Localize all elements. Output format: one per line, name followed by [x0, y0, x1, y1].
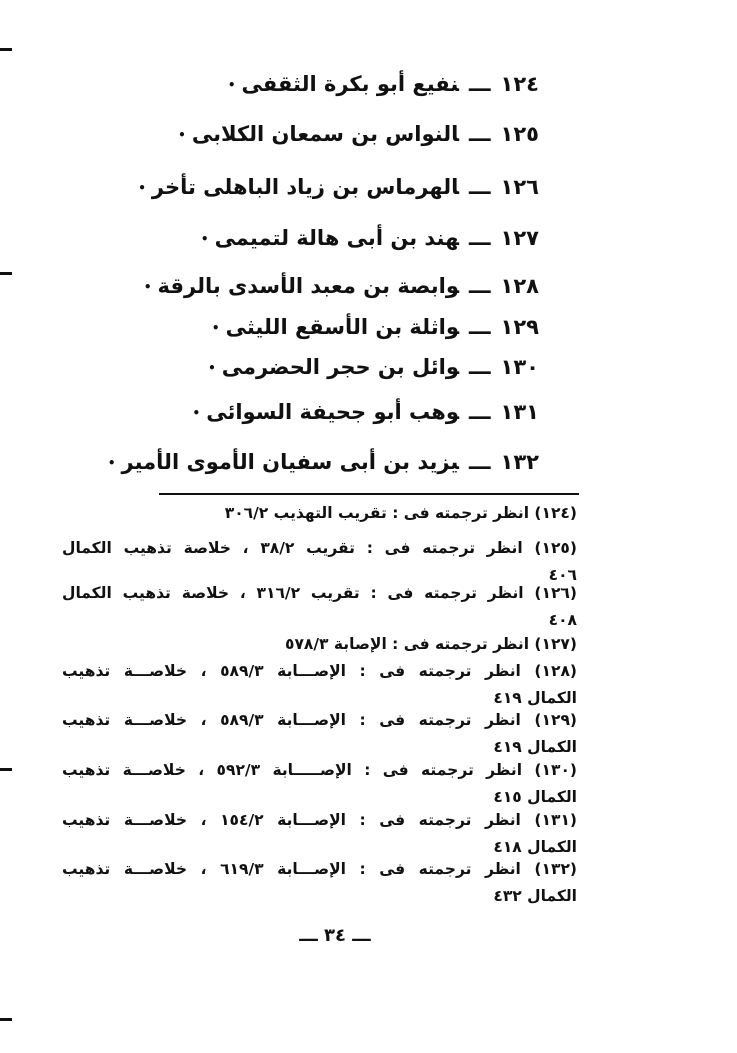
list-item — [201, 226, 539, 250]
footnote-item — [62, 757, 577, 811]
footnote-divider — [159, 493, 579, 495]
bullet-dot-icon: • — [227, 78, 236, 92]
footnote-text-continued: الكمال ٤٣٢ — [493, 887, 577, 905]
list-item — [193, 400, 539, 424]
list-item — [212, 315, 539, 339]
entry-number: ١٢٨ — [500, 274, 539, 298]
footnote-item — [62, 500, 577, 527]
entry-name: نفيع أبو بكرة الثقفى — [241, 72, 459, 96]
bullet-dot-icon: • — [107, 456, 116, 470]
list-item — [228, 72, 539, 96]
footnote-text-continued: ٤٠٦ — [548, 566, 577, 584]
footnote-text-continued: الكمال ٤١٩ — [493, 738, 577, 756]
entry-number: ١٢٧ — [500, 226, 539, 250]
bullet-dot-icon: • — [138, 181, 146, 195]
margin-mark-1 — [0, 48, 12, 51]
footnote-item — [62, 807, 577, 861]
footnote-text-continued: الكمال ٤١٩ — [493, 689, 577, 707]
list-item — [178, 122, 539, 146]
bullet-dot-icon: • — [192, 406, 201, 420]
footnote-text-continued: الكمال ٤١٨ — [493, 838, 577, 856]
entry-number: ١٣٠ — [500, 355, 539, 379]
bullet-dot-icon: • — [211, 321, 220, 335]
entry-name: الهرماس بن زياد الباهلى تأخر — [151, 175, 459, 199]
footnote-item — [62, 631, 577, 658]
footnote-text: (١٣٠) انظر ترجمته فى : الإصـــــابة ٥٩٢/٣ ، خلاصـــة تذهيب — [62, 761, 578, 779]
entry-dash: ـــ — [469, 274, 491, 298]
footnote-item — [62, 580, 577, 634]
margin-mark-2 — [0, 272, 12, 275]
footnote-text: (١٢٩) انظر ترجمته فى : الإصـــابة ٥٨٩/٣ ، خلاصـــة تذهيب — [62, 711, 578, 729]
footnote-text: (١٢٧) انظر ترجمته فى : الإصابة ٥٧٨/٣ — [285, 635, 577, 653]
footnote-item — [62, 856, 577, 910]
footnote-text: (١٢٤) انظر ترجمته فى : تقريب التهذيب ٣٠٦/٢ — [224, 504, 577, 522]
margin-mark-4 — [0, 1018, 12, 1021]
list-item — [144, 274, 539, 298]
entry-name: وهب أبو جحيفة السوائى — [206, 400, 459, 424]
entry-dash: ـــ — [469, 226, 491, 250]
list-item — [138, 175, 539, 199]
margin-mark-3 — [0, 768, 12, 771]
entry-name: وائل بن حجر الحضرمى — [221, 355, 459, 379]
entry-dash: ـــ — [469, 175, 491, 199]
entry-number: ١٣٢ — [500, 450, 539, 474]
bullet-dot-icon: • — [143, 280, 152, 294]
entry-number: ١٢٤ — [500, 72, 539, 96]
entry-dash: ـــ — [469, 400, 491, 424]
entry-number: ١٣١ — [500, 400, 539, 424]
entry-dash: ـــ — [469, 122, 491, 146]
entry-name: واثلة بن الأسقع الليثى — [225, 315, 459, 339]
footnote-text: (١٣٢) انظر ترجمته فى : الإصـــابة ٦١٩/٣ ، خلاصـــة تذهيب — [62, 860, 578, 878]
entry-number: ١٢٦ — [500, 175, 539, 199]
entry-name: يزيد بن أبى سفيان الأموى الأمير — [121, 450, 459, 474]
bullet-dot-icon: • — [200, 232, 209, 246]
footnote-text-continued: الكمال ٤١٥ — [493, 788, 577, 806]
list-item — [108, 450, 539, 474]
list-item — [208, 355, 539, 379]
entry-dash: ـــ — [469, 355, 491, 379]
footnote-item — [62, 658, 577, 712]
entry-dash: ـــ — [469, 315, 491, 339]
entry-name: هند بن أبى هالة لتميمى — [214, 226, 459, 250]
bullet-dot-icon: • — [178, 128, 186, 142]
page-number: ـــ ٣٤ ـــ — [299, 925, 371, 946]
footnote-item — [62, 707, 577, 761]
footnote-text: (١٢٥) انظر ترجمته فى : تقريب ٣٨/٢ ، خلاصة تذهيب الكمال — [62, 539, 577, 557]
footnote-text-continued: ٤٠٨ — [548, 611, 577, 629]
entry-dash: ـــ — [469, 72, 491, 96]
footnote-text: (١٢٦) انظر ترجمته فى : تقريب ٣١٦/٢ ، خلاصة تذهيب الكمال — [62, 584, 577, 602]
entry-number: ١٢٩ — [500, 315, 539, 339]
entry-name: وابصة بن معبد الأسدى بالرقة — [157, 274, 459, 298]
entry-number: ١٢٥ — [500, 122, 539, 146]
footnote-text: (١٢٨) انظر ترجمته فى : الإصـــابة ٥٨٩/٣ ، خلاصـــة تذهيب — [62, 662, 578, 680]
bullet-dot-icon: • — [208, 361, 216, 375]
entry-dash: ـــ — [469, 450, 491, 474]
entry-name: النواس بن سمعان الكلابى — [191, 122, 459, 146]
footnote-text: (١٣١) انظر ترجمته فى : الإصـــابة ١٥٤/٢ ، خلاصـــة تذهيب — [62, 811, 578, 829]
